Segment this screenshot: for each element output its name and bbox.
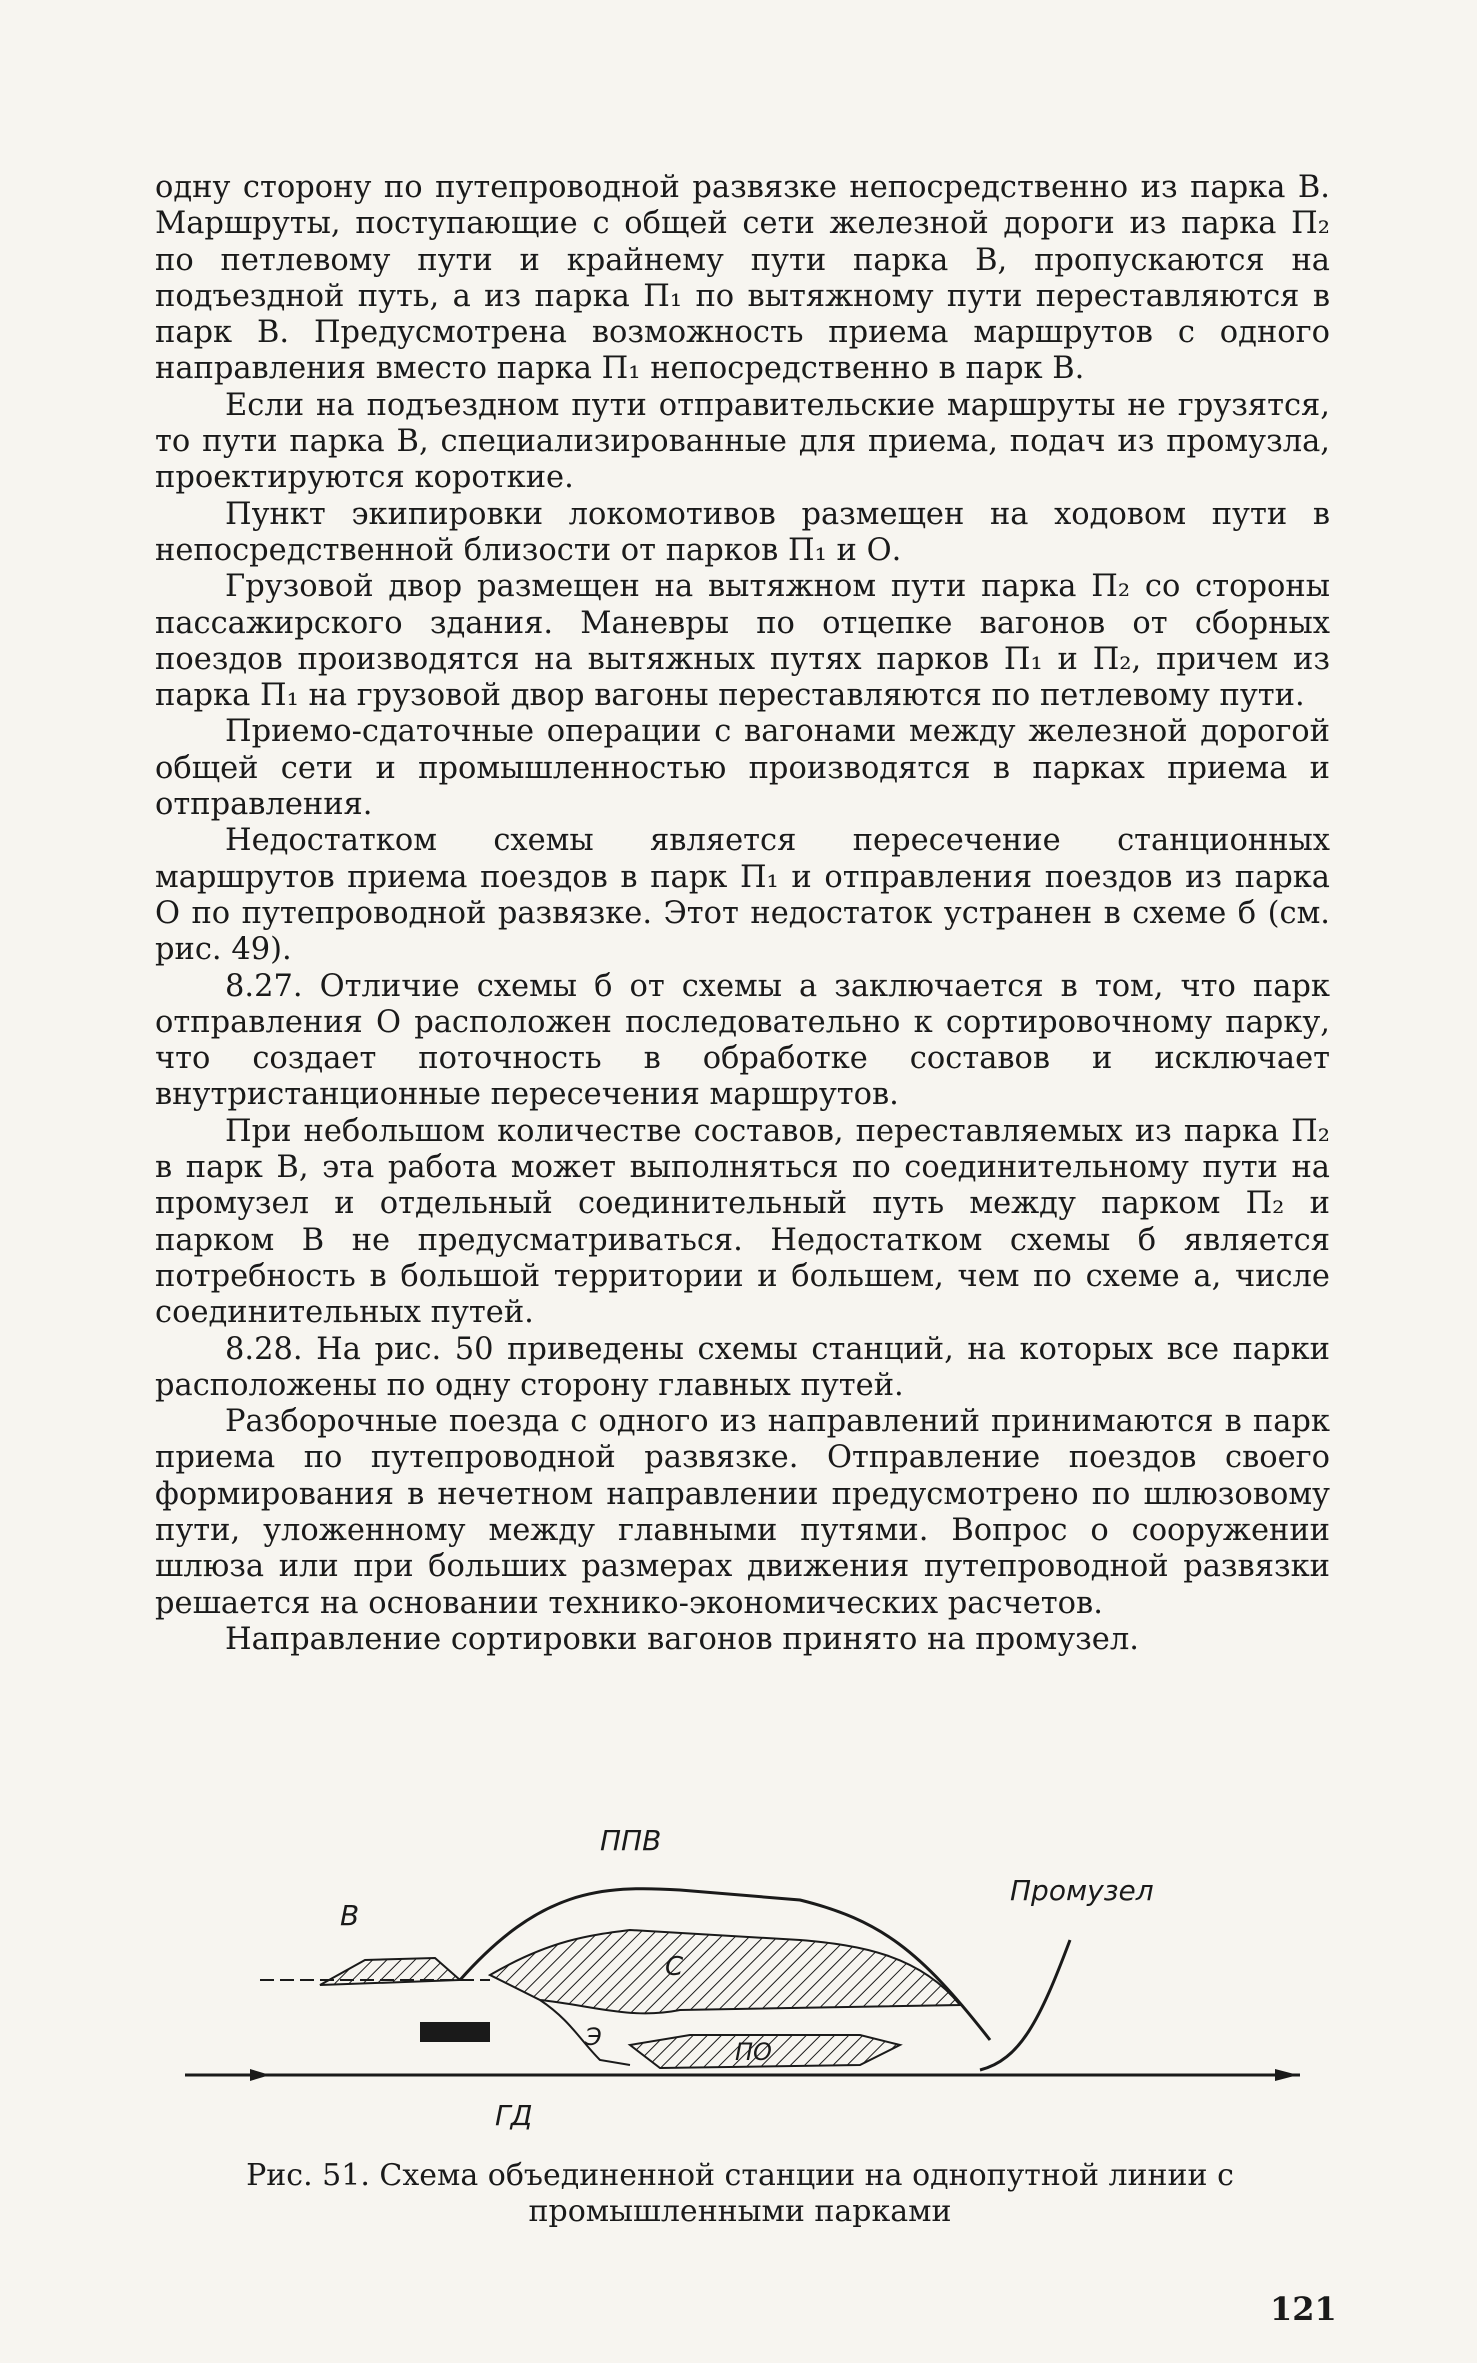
paragraph: Грузовой двор размещен на вытяжном пути парка П₂ со стороны пассажирского здания. Маневры по отцепке вагонов от сборных поездов производятся на вытяжных путях парков П₁ и П₂, причем из парка П₁ на грузовой двор вагоны переставляются по петлевому пути.: [155, 569, 1330, 714]
promuzel-track: [980, 1940, 1070, 2070]
paragraph: Если на подъездном пути отправительские маршруты не грузятся, то пути парка В, специализированные для приема, подач из промузла, проектируются короткие.: [155, 387, 1330, 496]
paragraph: При небольшом количестве составов, переставляемых из парка П₂ в парк В, эта работа может выполняться по соединительному пути на промузел и отдельный соединительный путь между парком П₂ и парком В не предусматриваться. Недостатком схемы б является потребность в большой территории и большем, чем по схеме а, числе соединительных путей.: [155, 1113, 1330, 1331]
label-gd: ГД: [495, 2099, 533, 2132]
paragraph: 8.28. На рис. 50 приведены схемы станций, на которых все парки расположены по одну сторону главных путей.: [155, 1331, 1330, 1403]
park-e-block: [420, 2022, 490, 2042]
paragraph: Разборочные поезда с одного из направлений принимаются в парк приема по путепроводной развязке. Отправление поездов своего формирования в нечетном направлении предусмотрено по шлюзовому пути, уложенному между главными путями. Вопрос о сооружении шлюза или при больших размерах движения путепроводной развязки решается на основании технико-экономических расчетов.: [155, 1404, 1330, 1621]
arrow-icon: [1275, 2069, 1298, 2081]
park-b: [320, 1958, 460, 1985]
label-ppv: ППВ: [600, 1824, 662, 1857]
body-text: [155, 170, 1330, 1658]
station-diagram-svg: [160, 1790, 1320, 2160]
paragraph: Недостатком схемы является пересечение станционных маршрутов приема поездов в парк П₁ и отправления поездов из парка О по путепроводной развязке. Этот недостаток устранен в схеме б (см. рис. 49).: [155, 823, 1330, 968]
label-promuzel: Промузел: [1010, 1874, 1154, 1907]
label-po: ПО: [735, 2038, 772, 2066]
figure-caption: Рис. 51. Схема объединенной станции на однопутной линии с промышленными парками: [246, 2158, 1234, 2229]
paragraph: 8.27. Отличие схемы б от схемы а заключается в том, что парк отправления О расположен последовательно к сортировочному парку, что создает поточность в обработке составов и исключает внутристанционные пересечения маршрутов.: [155, 968, 1330, 1113]
label-e: Э: [585, 2023, 602, 2051]
label-s: С: [665, 1952, 684, 1982]
station-diagram: [160, 1790, 1320, 2220]
paragraph: одну сторону по путепроводной развязке непосредственно из парка В. Маршруты, поступающие с общей сети железной дороги из парка П₂ по петлевому пути и крайнему пути парка В, пропускаются на подъездной путь, а из парка П₁ по вытяжному пути переставляются в парк В. Предусмотрена возможность приема маршрутов с одного направления вместо парка П₁ непосредственно в парк В.: [155, 170, 1330, 387]
park-c: [490, 1930, 960, 2013]
label-b: В: [340, 1899, 360, 1932]
paragraph: Приемо-сдаточные операции с вагонами между железной дорогой общей сети и промышленностью производятся в парках приема и отправления.: [155, 714, 1330, 823]
paragraph: Направление сортировки вагонов принято на промузел.: [225, 1621, 1139, 1657]
page-number: 121: [1270, 2290, 1337, 2328]
arrow-icon: [250, 2069, 270, 2081]
paragraph: Пункт экипировки локомотивов размещен на ходовом пути в непосредственной близости от парков П₁ и О.: [155, 496, 1330, 568]
